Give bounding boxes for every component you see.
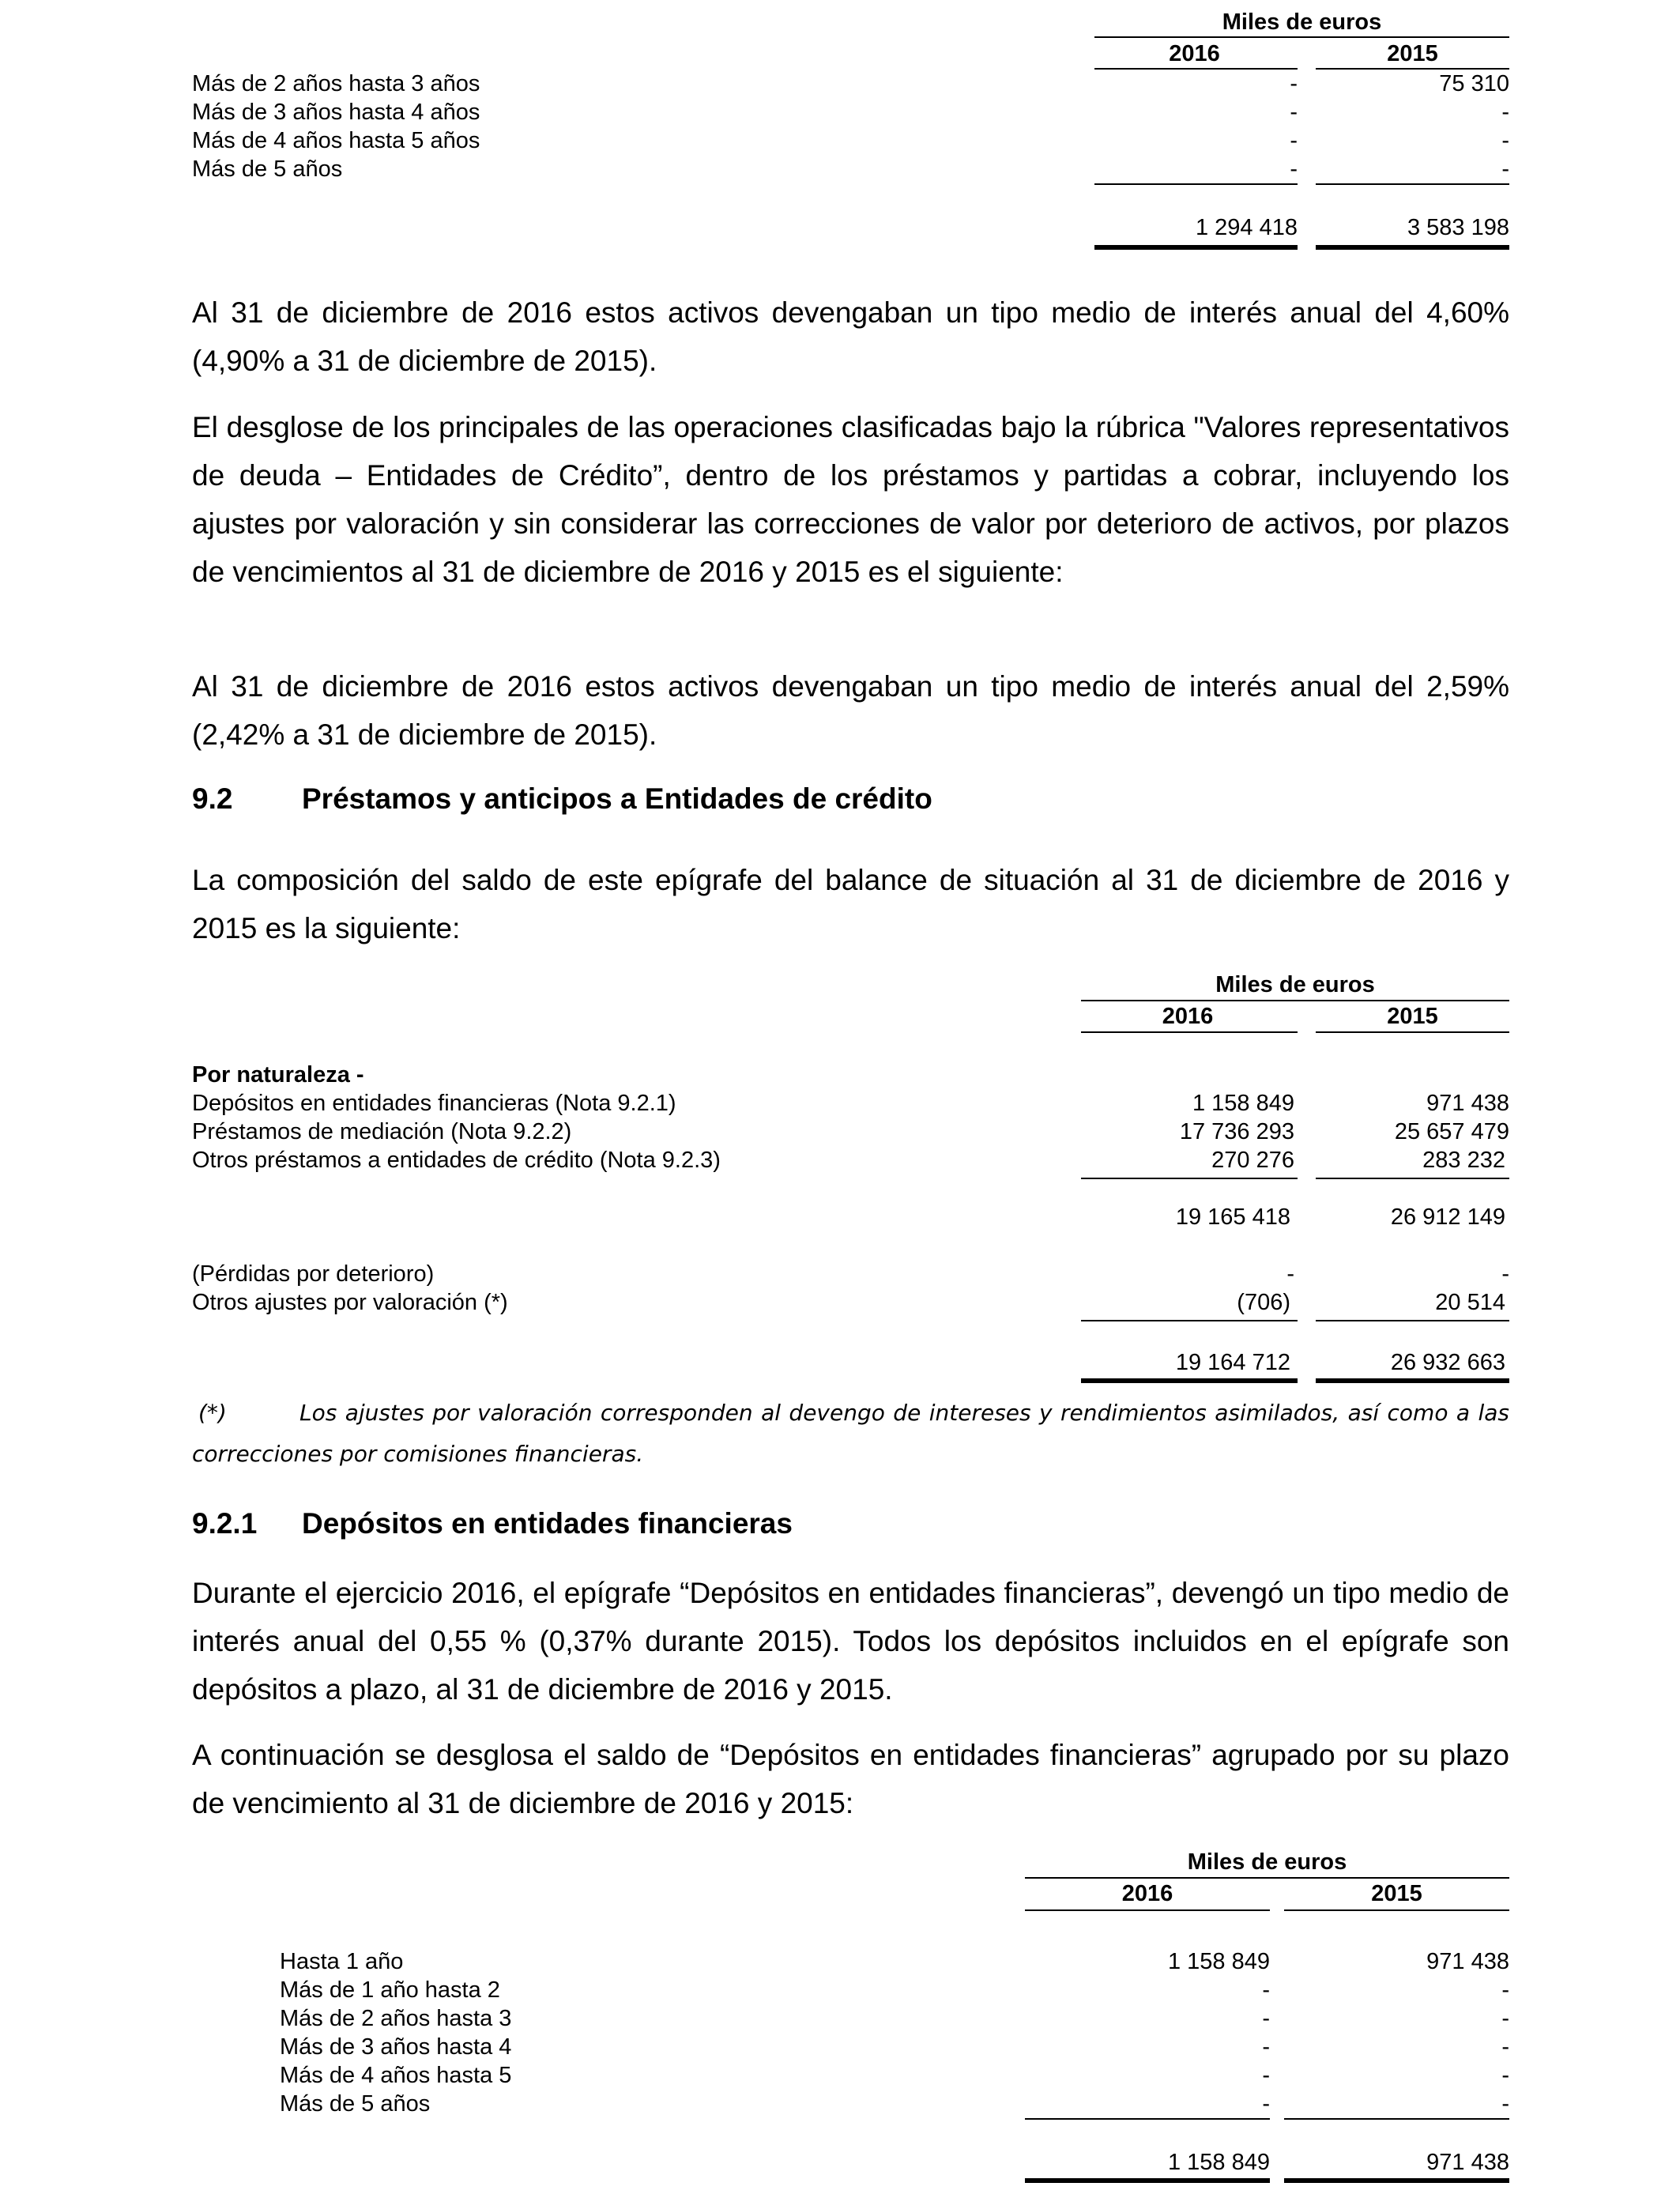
- row-value-2015: 20 514: [1435, 1290, 1505, 1315]
- subtotal-rule-2016: [1025, 2118, 1270, 2120]
- row-value-2015: -: [1501, 128, 1509, 153]
- paragraph-interest-rate-2: Al 31 de diciembre de 2016 estos activos devengaban un tipo medio de interés anual del 2,59% (2,42% a 31 de diciembre de 2015).: [192, 670, 1509, 751]
- column-header-2015: 2015: [1371, 1881, 1422, 1906]
- row-value-2015: -: [1501, 2034, 1509, 2060]
- paragraph-deposits-intro: A continuación se desglosa el saldo de “Depósitos en entidades financieras” agrupado por su plazo de vencimiento al 31 de diciembre de 2016 y 2015:: [192, 1739, 1509, 1819]
- row-value-2015: -: [1501, 156, 1509, 182]
- row-value-2016: -: [1262, 2006, 1270, 2031]
- row-label: Más de 4 años hasta 5: [280, 2063, 512, 2088]
- section-number: 9.2: [192, 782, 233, 815]
- row-label: Más de 3 años hasta 4 años: [192, 100, 480, 125]
- row-label: (Pérdidas por deterioro): [192, 1261, 435, 1287]
- table-header-group: Miles de euros: [1222, 9, 1382, 35]
- subtotal-rule-2015: [1316, 1178, 1509, 1179]
- total-value-2016: 1 158 849: [1167, 2150, 1270, 2175]
- row-value-2016: -: [1262, 2034, 1270, 2060]
- section-title: Depósitos en entidades financieras: [302, 1507, 793, 1540]
- row-label: Más de 5 años: [192, 156, 343, 182]
- row-label: Más de 4 años hasta 5 años: [192, 128, 480, 153]
- row-value-2015: 971 438: [1426, 1091, 1509, 1116]
- row-value-2015: -: [1501, 2091, 1509, 2117]
- subtotal-rule-2016: [1094, 183, 1298, 185]
- row-value-2016: -: [1290, 156, 1298, 182]
- row-value-2016: -: [1286, 1261, 1294, 1287]
- row-value-2016: 17 736 293: [1179, 1119, 1294, 1144]
- total-value-2016: 19 164 712: [1175, 1350, 1290, 1375]
- total-value-2016: 1 294 418: [1195, 215, 1298, 240]
- header-rule: [1081, 1000, 1509, 1001]
- header-rule: [1025, 1877, 1509, 1879]
- total-rule-2015: [1316, 1378, 1509, 1383]
- row-value-2016: 1 158 849: [1192, 1091, 1294, 1116]
- row-value-2016: 1 158 849: [1167, 1949, 1270, 1974]
- column-header-2016: 2016: [1162, 1004, 1214, 1029]
- total-rule-2015: [1284, 2178, 1509, 2183]
- row-value-2016: -: [1262, 1977, 1270, 2003]
- row-label: Depósitos en entidades financieras (Nota 9.2.1): [192, 1091, 676, 1116]
- total-rule-2015: [1316, 245, 1509, 250]
- row-label: Más de 5 años: [280, 2091, 431, 2117]
- footnote: [192, 1393, 1509, 1475]
- row-value-2016: -: [1262, 2091, 1270, 2117]
- subtotal-value-2016: 19 165 418: [1175, 1204, 1290, 1230]
- row-value-2015: 971 438: [1426, 1949, 1509, 1974]
- section-heading-9-2-1: [192, 1507, 793, 1540]
- column-header-2015: 2015: [1387, 1004, 1438, 1029]
- row-value-2016: -: [1262, 2063, 1270, 2088]
- row-value-2015: -: [1501, 2006, 1509, 2031]
- table-header-group: Miles de euros: [1215, 972, 1375, 997]
- row-label: Otros préstamos a entidades de crédito (Nota 9.2.3): [192, 1148, 721, 1173]
- row-value-2015: -: [1501, 1261, 1509, 1287]
- total-value-2015: 3 583 198: [1407, 215, 1509, 240]
- footnote-text: Los ajustes por valoración corresponden al devengo de intereses y rendimientos asimilados, así como a las correcciones por comisiones financieras.: [192, 1400, 1509, 1467]
- subtotal-value-2015: 26 912 149: [1390, 1204, 1505, 1230]
- row-label: Préstamos de mediación (Nota 9.2.2): [192, 1119, 572, 1144]
- section-heading-9-2: [192, 782, 932, 816]
- row-label: Otros ajustes por valoración (*): [192, 1290, 508, 1315]
- subtotal-rule-2016: [1081, 1178, 1298, 1179]
- column-header-2015: 2015: [1387, 41, 1438, 66]
- section-number: 9.2.1: [192, 1507, 258, 1540]
- column-rule-2016: [1081, 1031, 1298, 1033]
- total-top-rule-2016: [1081, 1320, 1298, 1321]
- deposits-maturity-table: [0, 1842, 1680, 2189]
- total-value-2015: 26 932 663: [1390, 1350, 1505, 1375]
- maturity-table-top: [0, 0, 1680, 261]
- row-label: Más de 2 años hasta 3: [280, 2006, 512, 2031]
- row-label: Hasta 1 año: [280, 1949, 404, 1974]
- paragraph-interest-rate-1: Al 31 de diciembre de 2016 estos activos devengaban un tipo medio de interés anual del 4,60% (4,90% a 31 de diciembre de 2015).: [192, 296, 1509, 377]
- row-value-2016: (706): [1237, 1290, 1290, 1315]
- row-label: Más de 3 años hasta 4: [280, 2034, 512, 2060]
- column-header-2016: 2016: [1169, 41, 1220, 66]
- paragraph-breakdown-description: El desglose de los principales de las operaciones clasificadas bajo la rúbrica "Valores representativos de deuda – Entidades de Crédito”, dentro de los préstamos y partidas a cobrar, incluyendo los ajustes por valoración y sin considerar las correcciones de valor por deterioro de activos, por plazos de vencimientos al 31 de diciembre de 2016 y 2015 es el siguiente:: [192, 411, 1509, 588]
- row-value-2016: -: [1290, 71, 1298, 96]
- row-value-2015: -: [1501, 2063, 1509, 2088]
- table-header-group: Miles de euros: [1187, 1849, 1347, 1875]
- row-value-2015: -: [1501, 100, 1509, 125]
- section-title: Préstamos y anticipos a Entidades de crédito: [302, 782, 932, 815]
- row-value-2015: 283 232: [1422, 1148, 1505, 1173]
- row-value-2016: -: [1290, 128, 1298, 153]
- composition-table: [0, 964, 1680, 1391]
- total-rule-2016: [1025, 2178, 1270, 2183]
- header-rule: [1094, 36, 1509, 38]
- row-value-2015: 25 657 479: [1394, 1119, 1509, 1144]
- column-rule-2015: [1284, 1909, 1509, 1911]
- row-value-2015: -: [1501, 1977, 1509, 2003]
- total-rule-2016: [1094, 245, 1298, 250]
- column-rule-2015: [1316, 1031, 1509, 1033]
- section-label: Por naturaleza -: [192, 1062, 364, 1088]
- total-value-2015: 971 438: [1426, 2150, 1509, 2175]
- row-value-2016: 270 276: [1211, 1148, 1294, 1173]
- footnote-marker: (*): [198, 1400, 227, 1426]
- column-header-2016: 2016: [1121, 1881, 1173, 1906]
- subtotal-rule-2015: [1284, 2118, 1509, 2120]
- paragraph-composition-intro: La composición del saldo de este epígrafe del balance de situación al 31 de diciembre de 2016 y 2015 es la siguiente:: [192, 864, 1509, 944]
- row-value-2016: -: [1290, 100, 1298, 125]
- row-label: Más de 1 año hasta 2: [280, 1977, 500, 2003]
- row-value-2015: 75 310: [1439, 71, 1509, 96]
- column-rule-2016: [1025, 1909, 1270, 1911]
- row-label: Más de 2 años hasta 3 años: [192, 71, 480, 96]
- subtotal-rule-2015: [1316, 183, 1509, 185]
- paragraph-deposits-rate: Durante el ejercicio 2016, el epígrafe “Depósitos en entidades financieras”, devengó un tipo medio de interés anual del 0,55 % (0,37% durante 2015). Todos los depósitos incluidos en el epígrafe son depósitos a plazo, al 31 de diciembre de 2016 y 2015.: [192, 1577, 1509, 1706]
- total-top-rule-2015: [1316, 1320, 1509, 1321]
- total-rule-2016: [1081, 1378, 1298, 1383]
